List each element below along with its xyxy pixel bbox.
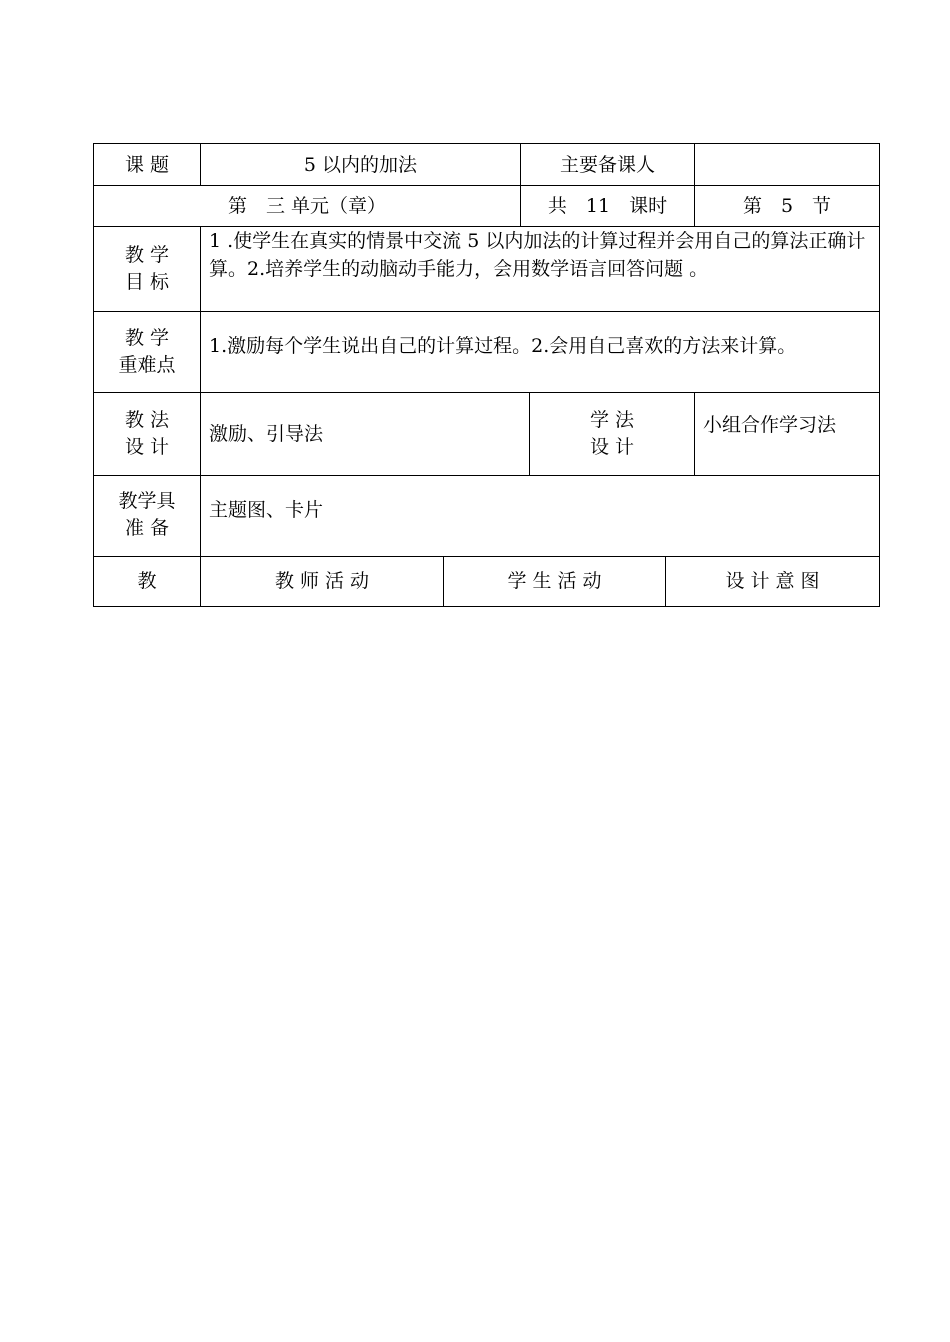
materials-row xyxy=(94,476,880,557)
materials-label-line1: 教学具 xyxy=(118,489,176,512)
teach-method-label-line1: 教 法 xyxy=(124,408,170,431)
activity-header-row xyxy=(94,557,880,606)
topic-row xyxy=(94,144,880,186)
unit-row xyxy=(94,186,880,226)
preparer-value xyxy=(695,144,880,186)
objectives-label-line1: 教 学 xyxy=(124,243,170,266)
teacher-activity-header: 教 师 活 动 xyxy=(201,557,444,606)
unit-value: 第 三 单元（章） xyxy=(94,186,521,226)
learn-method-label xyxy=(530,393,695,475)
topic-value: 5 以内的加法 xyxy=(201,144,521,186)
key-points-text: 1.激励每个学生说出自己的计算过程。2.会用自己喜欢的方法来计算。 xyxy=(201,312,880,393)
teach-method-value: 激励、引导法 xyxy=(201,393,530,475)
objectives-text: 1 .使学生在真实的情景中交流 5 以内加法的计算过程并会用自己的算法正确计算。2.培养学生的动脑动手能力，会用数学语言回答问题 。 xyxy=(201,227,880,312)
objectives-label-line2: 目 标 xyxy=(124,270,170,293)
materials-label xyxy=(94,476,201,557)
student-activity-header: 学 生 活 动 xyxy=(444,557,666,606)
design-intent-header: 设 计 意 图 xyxy=(666,557,880,606)
key-points-row xyxy=(94,312,880,393)
materials-label-line2: 准 备 xyxy=(124,516,170,539)
objectives-row xyxy=(94,227,880,312)
learn-method-value: 小组合作学习法 xyxy=(695,393,880,475)
activity-header-table xyxy=(93,557,880,607)
materials-table xyxy=(93,476,880,558)
total-hours-value: 共 11 课时 xyxy=(521,186,695,226)
activity-header-col1: 教 xyxy=(94,557,201,606)
methods-row xyxy=(94,393,880,475)
topic-label: 课 题 xyxy=(94,144,201,186)
key-points-label-line2: 重难点 xyxy=(118,354,176,376)
lesson-plan-sheet xyxy=(93,143,879,607)
teach-method-label xyxy=(94,393,201,475)
key-points-label-line1: 教 学 xyxy=(124,327,170,349)
header-table xyxy=(93,143,880,186)
materials-value: 主题图、卡片 xyxy=(201,476,880,557)
learn-method-label-line1: 学 法 xyxy=(589,408,635,431)
teach-method-label-line2: 设 计 xyxy=(124,435,170,458)
objectives-table xyxy=(93,227,880,394)
section-value: 第 5 节 xyxy=(695,186,880,226)
key-points-label xyxy=(94,312,201,393)
preparer-label: 主要备课人 xyxy=(521,144,695,186)
learn-method-label-line2: 设 计 xyxy=(589,435,635,458)
unit-table xyxy=(93,186,880,227)
methods-table xyxy=(93,393,880,476)
objectives-label xyxy=(94,227,201,312)
